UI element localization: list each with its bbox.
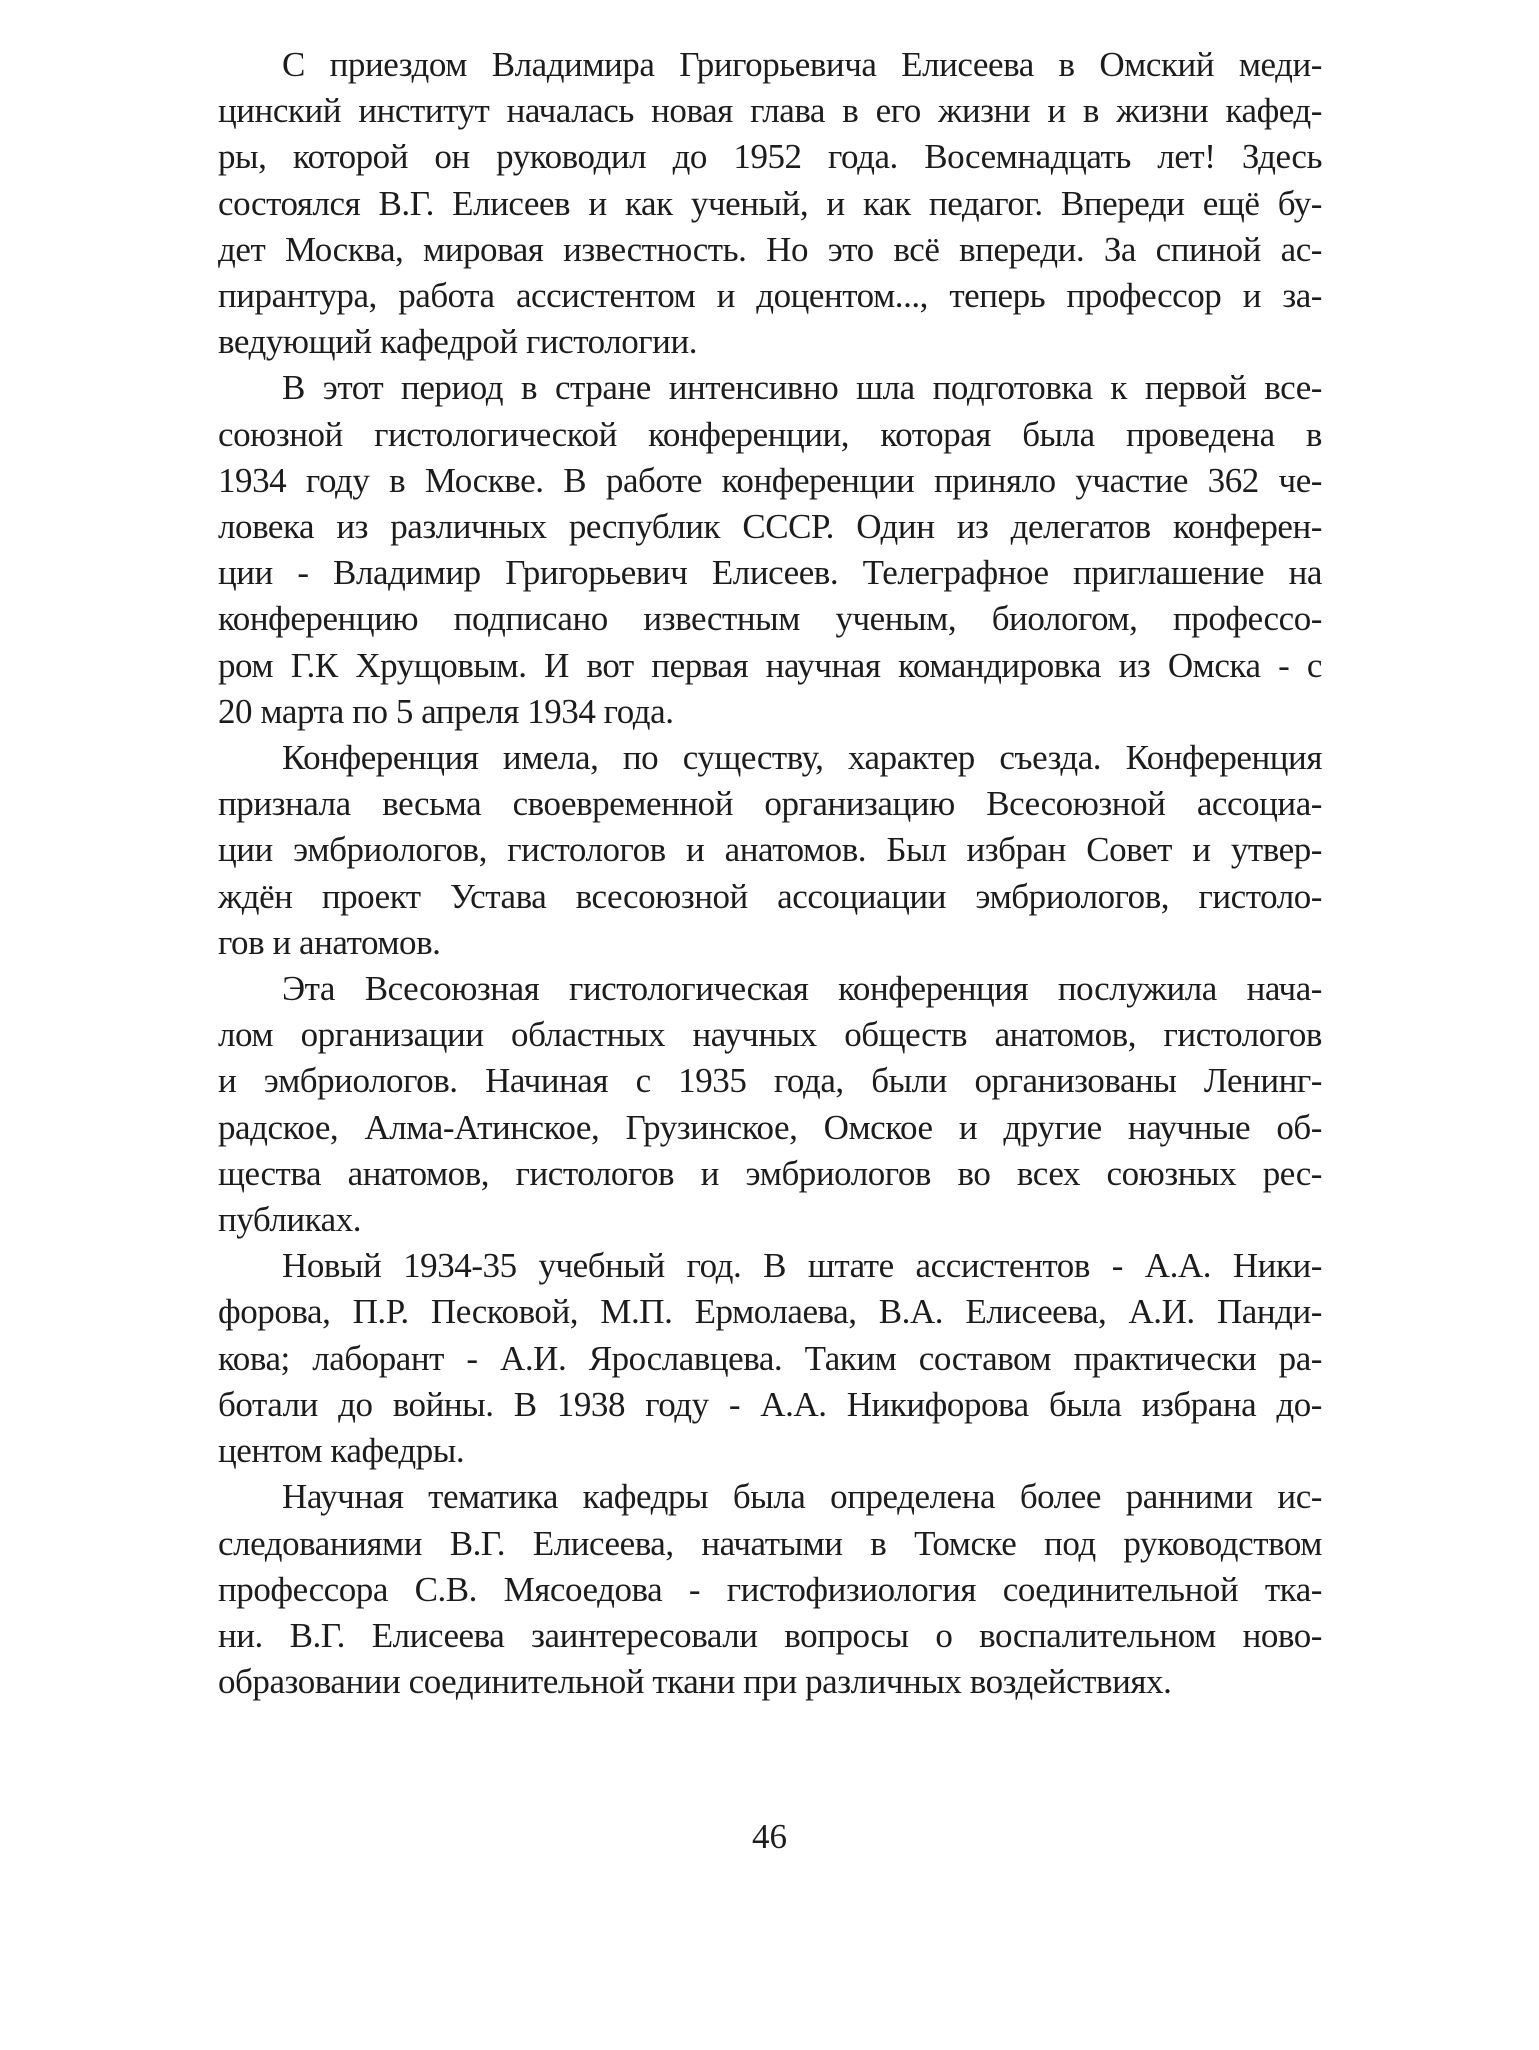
text-line: ловека из различных республик СССР. Один из делегатов конферен- — [218, 507, 1322, 547]
text-line: С приездом Владимира Григорьевича Елисеева в Омский меди- — [282, 45, 1322, 84]
text-line: форова, П.Р. Песковой, М.П. Ермолаева, В.А. Елисеева, А.И. Панди- — [218, 1292, 1322, 1332]
text-line: радское, Алма-Атинское, Грузинское, Омское и другие научные об- — [218, 1107, 1322, 1147]
text-line: конференцию подписано известным ученым, биологом, профессо- — [218, 599, 1322, 639]
text-line: следованиями В.Г. Елисеева, начатыми в Томске под руководством — [218, 1523, 1322, 1563]
text-line: дет Москва, мировая известность. Но это всё впереди. За спиной ас- — [218, 229, 1322, 269]
text-line: ждён проект Устава всесоюзной ассоциации эмбриологов, гистоло- — [218, 876, 1322, 916]
paragraph — [218, 1243, 1322, 1474]
text-line: признала весьма своевременной организацию Всесоюзной ассоциа- — [218, 784, 1322, 824]
text-line: 20 марта по 5 апреля 1934 года. — [218, 691, 674, 731]
text-line: ботали до войны. В 1938 году - А.А. Никифорова была избрана до- — [218, 1384, 1322, 1424]
text-line: В этот период в стране интенсивно шла подготовка к первой все- — [282, 368, 1322, 408]
text-line: публиках. — [218, 1200, 362, 1240]
paragraph — [218, 966, 1322, 1243]
text-line: ведующий кафедрой гистологии. — [218, 322, 698, 362]
paragraph — [218, 1474, 1322, 1705]
text-line: союзной гистологической конференции, которая была проведена в — [218, 414, 1322, 454]
text-line: гов и анатомов. — [218, 922, 441, 962]
text-line: ры, которой он руководил до 1952 года. Восемнадцать лет! Здесь — [218, 137, 1322, 177]
text-line: лом организации областных научных обществ анатомов, гистологов — [218, 1015, 1322, 1055]
text-line: Научная тематика кафедры была определена более ранними ис- — [282, 1477, 1322, 1517]
text-line: образовании соединительной ткани при различных воздействиях. — [218, 1662, 1172, 1702]
body-text — [218, 42, 1322, 1705]
text-line: профессора С.В. Мясоедова - гистофизиология соединительной тка- — [218, 1569, 1322, 1609]
text-line: состоялся В.Г. Елисеев и как ученый, и как педагог. Впереди ещё бу- — [218, 183, 1322, 223]
paragraph — [218, 42, 1322, 365]
text-line: ции эмбриологов, гистологов и анатомов. Был избран Совет и утвер- — [218, 830, 1322, 870]
text-line: кова; лаборант - А.И. Ярославцева. Таким составом практически ра- — [218, 1338, 1322, 1378]
text-line: ции - Владимир Григорьевич Елисеев. Телеграфное приглашение на — [218, 553, 1322, 593]
text-line: ром Г.К Хрущовым. И вот первая научная командировка из Омска - с — [218, 645, 1322, 685]
text-line: Новый 1934-35 учебный год. В штате ассистентов - А.А. Ники- — [282, 1246, 1322, 1286]
text-line: и эмбриологов. Начиная с 1935 года, были организованы Ленинг- — [218, 1061, 1322, 1101]
text-line: цинский институт началась новая глава в его жизни и в жизни кафед- — [218, 91, 1322, 131]
text-line: центом кафедры. — [218, 1431, 465, 1471]
text-line: пирантура, работа ассистентом и доцентом..., теперь профессор и за- — [218, 276, 1322, 316]
text-line: щества анатомов, гистологов и эмбриологов во всех союзных рес- — [218, 1153, 1322, 1193]
paragraph — [218, 365, 1322, 735]
text-line: ни. В.Г. Елисеева заинтересовали вопросы о воспалительном ново- — [218, 1615, 1322, 1655]
paragraph — [218, 735, 1322, 966]
page-number: 46 — [752, 1817, 787, 1856]
text-line: Эта Всесоюзная гистологическая конференция послужила нача- — [282, 969, 1322, 1009]
text-line: Конференция имела, по существу, характер съезда. Конференция — [282, 738, 1322, 778]
text-line: 1934 году в Москве. В работе конференции приняло участие 362 че- — [218, 460, 1322, 500]
